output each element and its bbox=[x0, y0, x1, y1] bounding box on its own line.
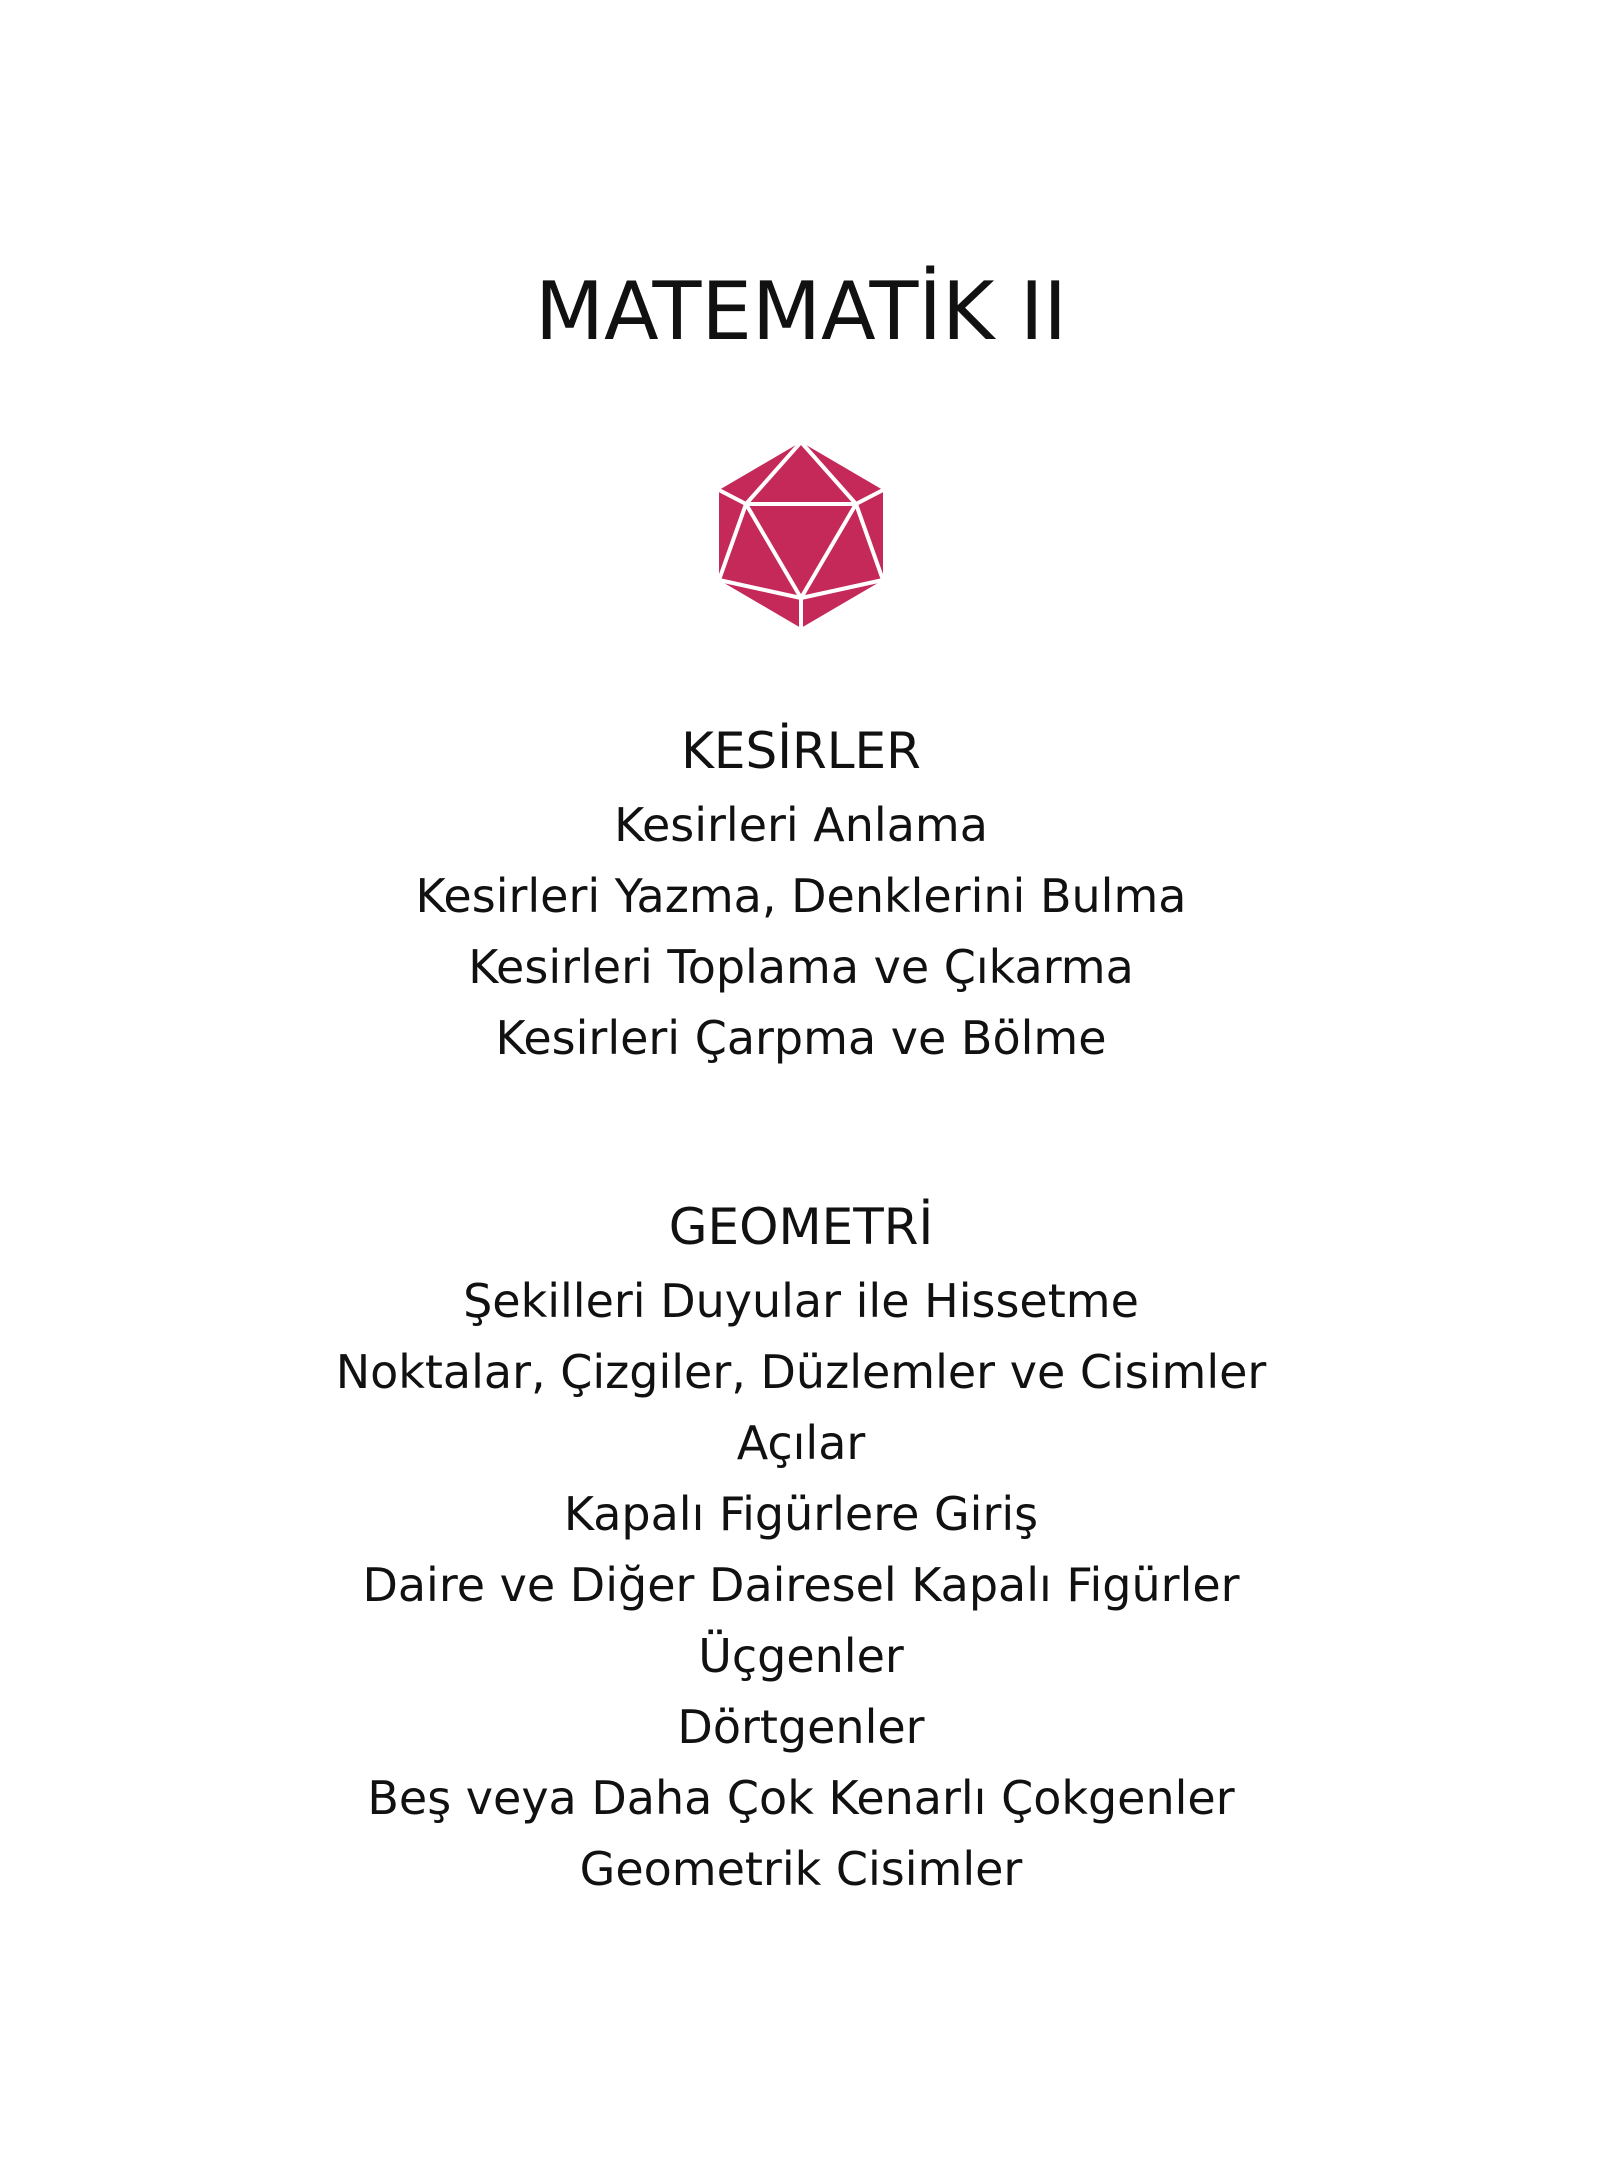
topic-item: Üçgenler bbox=[698, 1629, 904, 1683]
topic-item: Noktalar, Çizgiler, Düzlemler ve Cisimler bbox=[335, 1345, 1267, 1399]
topic-list bbox=[0, 790, 1602, 1074]
icosahedron-icon bbox=[716, 440, 886, 630]
topic-item: Beş veya Daha Çok Kenarlı Çokgenler bbox=[367, 1771, 1235, 1825]
topic-item: Kesirleri Toplama ve Çıkarma bbox=[468, 940, 1134, 994]
topic-item: Kesirleri Çarpma ve Bölme bbox=[495, 1011, 1107, 1065]
topic-item: Kapalı Figürlere Giriş bbox=[563, 1487, 1039, 1541]
topic-item: Dörtgenler bbox=[677, 1700, 925, 1754]
topic-list bbox=[0, 1266, 1602, 1905]
page-title: MATEMATİK II bbox=[534, 265, 1068, 358]
section-heading: GEOMETRİ bbox=[668, 1198, 934, 1256]
section-geometri bbox=[0, 1192, 1602, 1905]
topic-item: Kesirleri Yazma, Denklerini Bulma bbox=[415, 869, 1187, 923]
section-heading: KESİRLER bbox=[681, 722, 921, 780]
topic-item: Kesirleri Anlama bbox=[614, 798, 988, 852]
topic-item: Geometrik Cisimler bbox=[579, 1842, 1023, 1896]
topic-item: Şekilleri Duyular ile Hissetme bbox=[463, 1274, 1139, 1328]
section-kesirler bbox=[0, 716, 1602, 1074]
topic-item: Daire ve Diğer Dairesel Kapalı Figürler bbox=[362, 1558, 1240, 1612]
topic-item: Açılar bbox=[736, 1416, 866, 1470]
